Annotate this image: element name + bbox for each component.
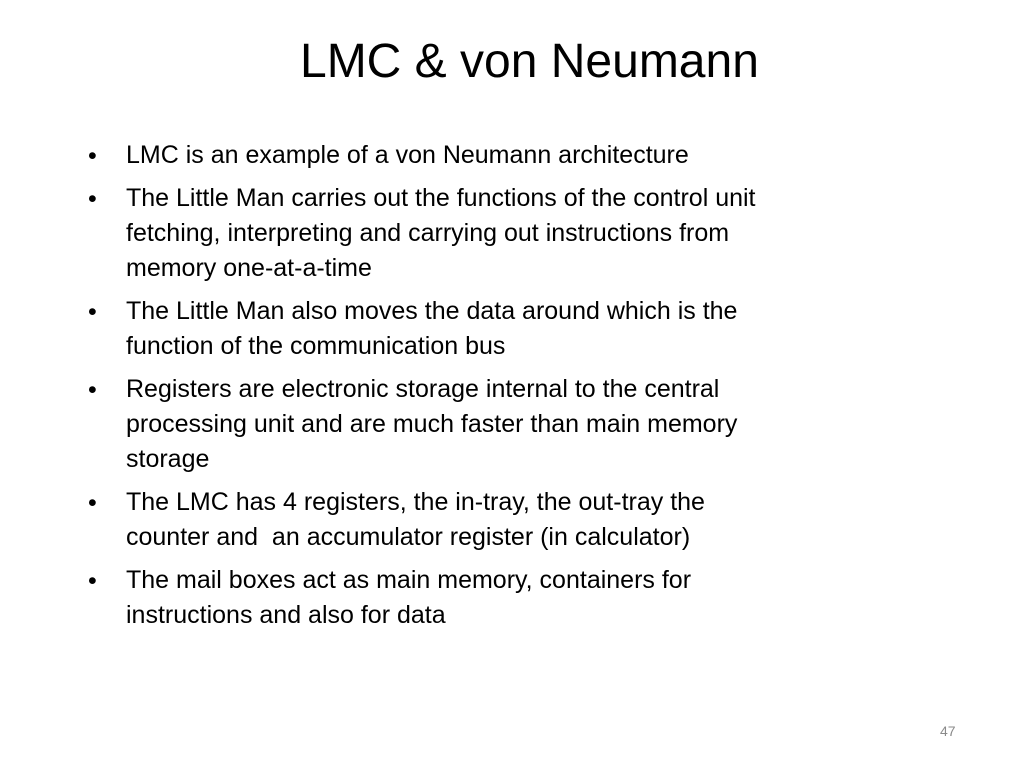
bullet-text-line: instructions and also for data xyxy=(126,601,446,629)
bullet-item xyxy=(88,181,1008,286)
bullet-list xyxy=(88,138,1008,641)
bullet-text-line: storage xyxy=(126,445,210,473)
bullet-icon: • xyxy=(88,298,97,326)
bullet-text-line: The Little Man also moves the data around which is the xyxy=(126,297,738,325)
page-number: 47 xyxy=(940,723,956,739)
bullet-icon: • xyxy=(88,142,97,170)
bullet-item xyxy=(88,372,1008,477)
bullet-icon: • xyxy=(88,489,97,517)
bullet-item xyxy=(88,294,1008,364)
bullet-text-line: Registers are electronic storage internal to the central xyxy=(126,375,720,403)
bullet-icon: • xyxy=(88,567,97,595)
slide-title: LMC & von Neumann xyxy=(300,35,759,88)
bullet-text-line: memory one-at-a-time xyxy=(126,254,372,282)
bullet-text-line: function of the communication bus xyxy=(126,332,506,360)
bullet-text-line: LMC is an example of a von Neumann architecture xyxy=(126,141,689,169)
bullet-item xyxy=(88,563,1008,633)
bullet-text-line: The mail boxes act as main memory, containers for xyxy=(126,566,692,594)
bullet-text-line: The Little Man carries out the functions of the control unit xyxy=(126,184,756,212)
bullet-text-line: fetching, interpreting and carrying out instructions from xyxy=(126,219,730,247)
bullet-text-line: The LMC has 4 registers, the in-tray, the out-tray the xyxy=(126,488,705,516)
bullet-item xyxy=(88,138,1008,173)
bullet-text-line: processing unit and are much faster than main memory xyxy=(126,410,738,438)
bullet-icon: • xyxy=(88,185,97,213)
bullet-icon: • xyxy=(88,376,97,404)
bullet-text-line: counter and an accumulator register (in calculator) xyxy=(126,523,691,551)
bullet-item xyxy=(88,485,1008,555)
